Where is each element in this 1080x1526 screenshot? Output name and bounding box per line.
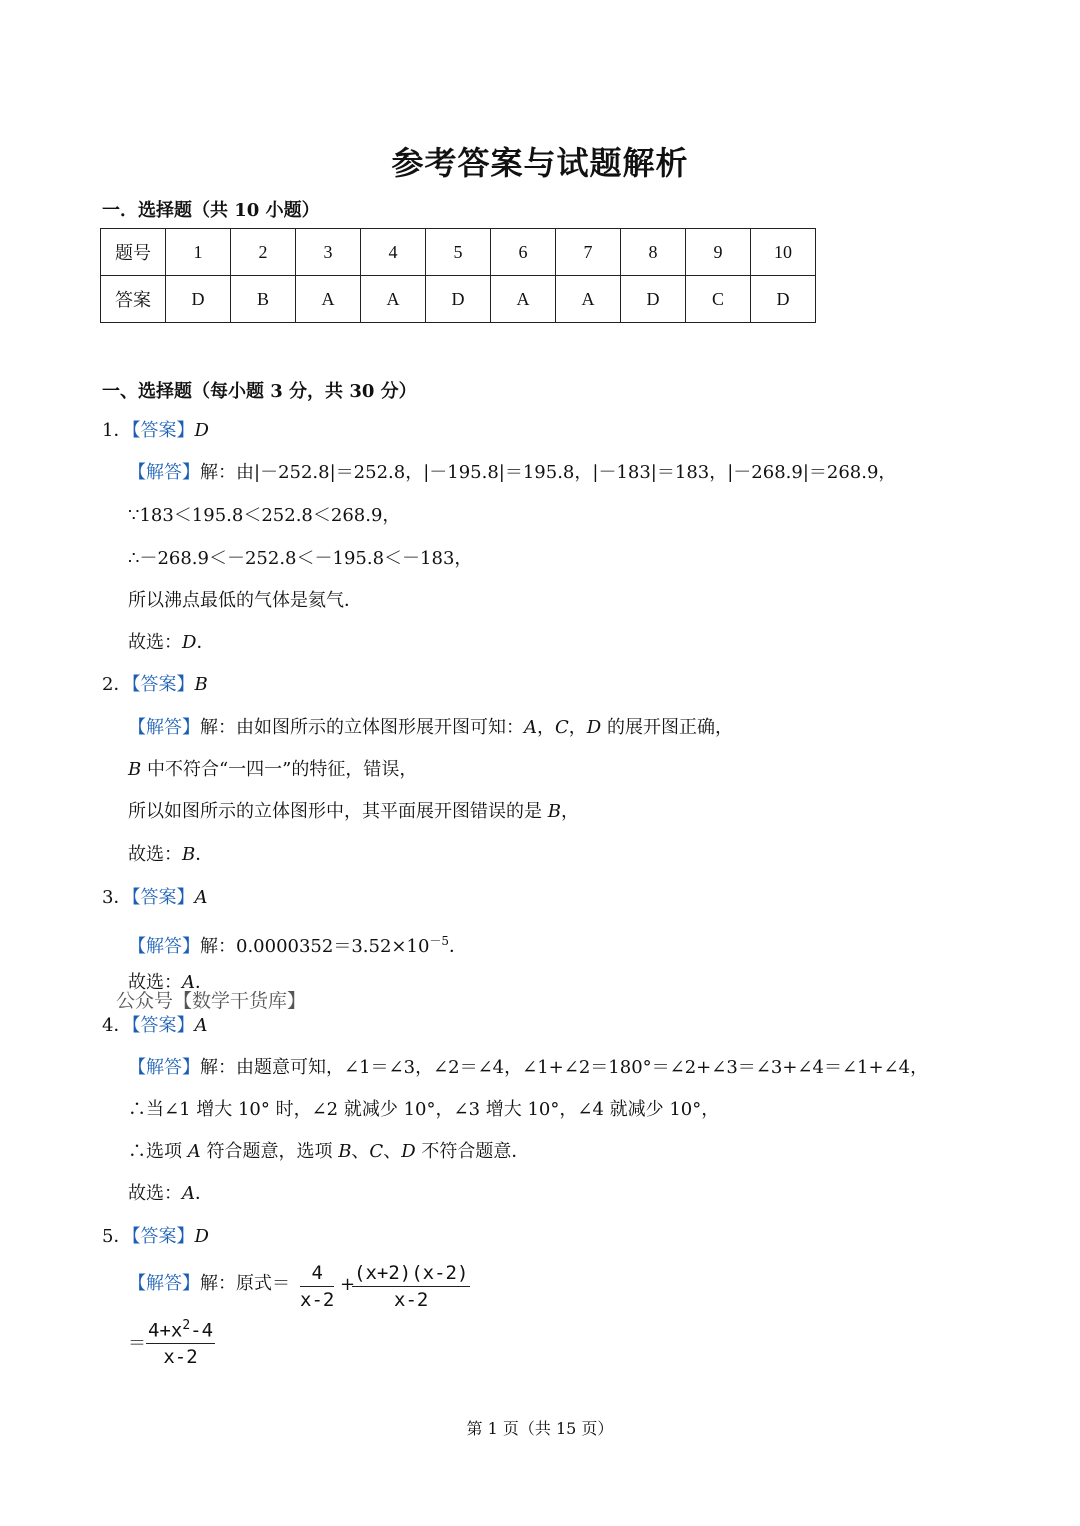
row-header: 题号 xyxy=(101,229,166,276)
question-1-line: ∵183＜195.8＜252.8＜268.9， xyxy=(128,505,401,526)
table-row-numbers xyxy=(101,229,816,276)
table-cell: D xyxy=(751,276,816,323)
question-3-solution-line: 【解答】解：$0.0000352=3.52\times 10^{-5}$． xyxy=(128,934,468,957)
fraction: $\frac{4+x^2-4}{x-2}$ xyxy=(148,1318,214,1369)
table-cell: B xyxy=(231,276,296,323)
question-4-choice: 故选：A． xyxy=(128,1183,213,1204)
question-1-choice: 故选：D． xyxy=(128,632,215,653)
question-1-solution-line: 【解答】解：由|－252.8|＝252.8，|－195.8|＝195.8，|－183|＝183，|－268.9|＝268.9， xyxy=(128,462,897,483)
section-heading-2: 一、选择题（每小题 3 分，共 30 分） xyxy=(102,381,417,402)
table-cell: 8 xyxy=(621,229,686,276)
table-row-answers xyxy=(101,276,816,323)
page-footer: 第 1 页（共 15 页） xyxy=(466,1419,614,1438)
question-2-solution-line: 【解答】解：由如图所示的立体图形展开图可知：A，C，D 的展开图正确， xyxy=(128,717,733,738)
table-cell: D xyxy=(426,276,491,323)
table-cell: 2 xyxy=(231,229,296,276)
question-5-solution-line: 【解答】解：原式＝ xyxy=(128,1273,290,1294)
answer-table xyxy=(100,228,816,323)
table-cell: 6 xyxy=(491,229,556,276)
question-1-answer: 1．【答案】D xyxy=(102,420,209,441)
table-cell: A xyxy=(491,276,556,323)
table-cell: A xyxy=(556,276,621,323)
question-1-line: ∴－268.9＜－252.8＜－195.8＜－183， xyxy=(128,548,473,569)
table-cell: 7 xyxy=(556,229,621,276)
section-heading-1: 一．选择题（共 10 小题） xyxy=(102,200,320,221)
table-cell: D xyxy=(621,276,686,323)
question-2-choice: 故选：B． xyxy=(128,844,214,865)
plus-sign: + xyxy=(340,1274,356,1295)
table-cell: D xyxy=(166,276,231,323)
table-cell: 4 xyxy=(361,229,426,276)
row-header: 答案 xyxy=(101,276,166,323)
question-1-line: 所以沸点最低的气体是氦气． xyxy=(128,590,362,611)
table-cell: A xyxy=(361,276,426,323)
question-4-solution-line: 【解答】解：由题意可知，∠1＝∠3，∠2＝∠4，∠1+∠2＝180°＝∠2+∠3＝∠3+∠4＝∠1+∠4， xyxy=(128,1057,929,1078)
question-2-line: B 中不符合“一四一”的特征，错误， xyxy=(128,759,418,780)
equals-sign: ＝ xyxy=(128,1333,146,1354)
table-cell: C xyxy=(686,276,751,323)
question-3-choice: 故选：A． xyxy=(128,972,213,993)
question-4-line: ∴选项 A 符合题意，选项 B、C、D 不符合题意． xyxy=(128,1141,530,1162)
fraction: $\frac{4}{x-2}$ xyxy=(300,1262,335,1311)
table-cell: A xyxy=(296,276,361,323)
question-2-answer: 2．【答案】B xyxy=(102,674,208,695)
question-5-answer: 5．【答案】D xyxy=(102,1226,209,1247)
question-4-answer: 4．【答案】A xyxy=(102,1015,208,1036)
question-3-answer: 3．【答案】A xyxy=(102,887,208,908)
table-cell: 5 xyxy=(426,229,491,276)
watermark-text: 公众号【数学干货库】 xyxy=(116,990,307,1012)
table-cell: 1 xyxy=(166,229,231,276)
table-cell: 9 xyxy=(686,229,751,276)
fraction: $\frac{(x+2)(x-2)}{x-2}$ xyxy=(354,1262,469,1311)
question-4-line: ∴当∠1 增大 10° 时，∠2 就减少 10°，∠3 增大 10°，∠4 就减少 10°， xyxy=(128,1099,720,1120)
question-2-line: 所以如图所示的立体图形中，其平面展开图错误的是 B， xyxy=(128,801,579,822)
page-title: 参考答案与试题解析 xyxy=(391,144,689,182)
table-cell: 3 xyxy=(296,229,361,276)
table-cell: 10 xyxy=(751,229,816,276)
